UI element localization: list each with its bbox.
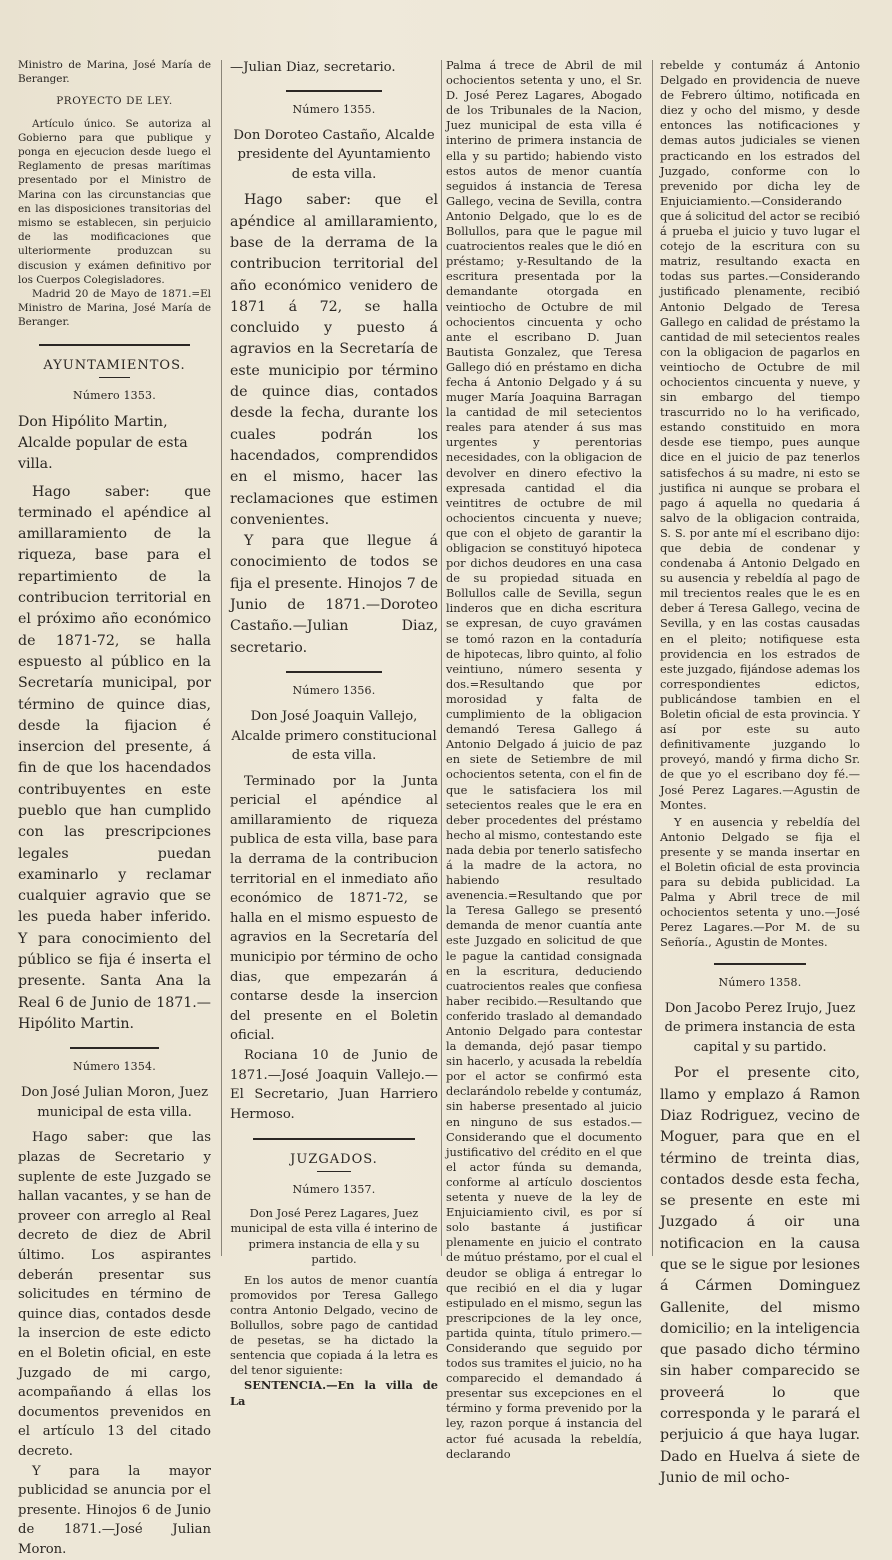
notice-body-1353: Hago saber: que terminado el apéndice al amillaramiento de la riqueza, base para el repartimiento de la contribucion territorial en el próximo año económico de 1871-72, se halla espuesto al público en la Secretaría municipal, por término de quince dias, desde la fijacion é insercion del presente, á fin de que los hacendados contribuyentes en este pueblo que han cumplido con las prescripciones legales puedan examinarlo y reclamar cualquier agravio que se les pueda haber inferido. Y para conocimiento del público se fija é inserta el presente. Santa Ana la Real 6 de Junio de 1871.—Hipólito Martin. [18, 483, 211, 1032]
notice-heading-1358: Don Jacobo Perez Irujo, Juez de primera instancia de esta capital y su partido. [664, 1000, 856, 1055]
notice-body-1354b: Y para la mayor publicidad se anuncia por el presente. Hinojos 6 de Junio de 1871.—José Julian Moron. [18, 1463, 211, 1557]
notice-rule [286, 671, 382, 673]
edict-publication: Y en ausencia y rebeldía del Antonio Delgado se fija el presente y se manda insertar en el Boletin oficial de esta provincia para su debida publicidad. La Palma y Abril trece de mil ochocientos setenta y uno.—José Perez Lagares.—Por M. de su Señoría., Agustin de Montes. [660, 814, 860, 950]
proyecto-date: Madrid 20 de Mayo de 1871.=El Ministro de Marina, José María de Beranger. [18, 288, 211, 329]
notice-body-1357: En los autos de menor cuantía promovidos por Teresa Gallego contra Antonio Delgado, vecino de Bollullos, sobre pago de cantidad de pesetas, se ha dictado la sentencia que copiada á la letra es del tenor siguiente: [230, 1272, 438, 1378]
column-4 [660, 58, 860, 1486]
secretary-signature: —Julian Diaz, secretario. [230, 60, 396, 75]
notice-number-1357: Número 1357. [292, 1183, 376, 1197]
title-dash [99, 377, 130, 378]
column-3 [446, 58, 642, 1461]
section-title-juzgados: JUZGADOS. [290, 1152, 378, 1168]
notice-number-1356: Número 1356. [292, 683, 376, 697]
column-2 [230, 58, 438, 1408]
notice-number-1358: Número 1358. [718, 975, 802, 989]
sentencia-text: Palma á trece de Abril de mil ochocientos setenta y uno, el Sr. D. José Perez Lagares, Abogado de los Tribunales de la Nacion, Juez municipal de esta villa é interino de primera instancia de ella y su partido; habiendo visto estos autos de menor cuantía seguidos á instancia de Teresa Gallego, vecina de Sevilla, contra Antonio Delgado, que lo es de Bollullos, para que le pague mil cuatrocientos reales que le dió en préstamo; y-Resultando de la escritura presentada por la demandante otorgada en veintiocho de Octubre de mil ochocientos cincuenta y ocho ante el escribano D. Juan Bautista Gonzalez, que Teresa Gallego dió en préstamo en dicha fecha á Antonio Delgado y á su muger María Joaquina Barragan la cantidad de mil setecientos reales para atender á sus mas urgentes y perentorias necesidades, con la obligacion de devolver en dinero efectivo la expresada cantidad el dia veintitres de octubre de mil ochocientos cincuenta y nueve; que con el objeto de garantir la obligacion se constituyó hipoteca por dichos deudores en una casa de su propiedad situada en Bollullos calle de Sevilla, segun linderos que en dicha escritura se expresan, de cuyo gravámen se tomó razon en la contaduría de hipotecas, libro quinto, al folio veintiuno, número sesenta y dos.=Resultando que por morosidad y falta de cumplimiento de la obligacion demandó Teresa Gallego á Antonio Delgado á juicio de paz en siete de Setiembre de mil ochocientos setenta, con el fin de que le satisfaciera los mil setecientos reales que le era en deber procedentes del préstamo hecho al mismo, contestando este nada debia por tenerlo satisfecho á la madre de la actora, no habiendo resultado avenencia.=Resultando que por la Teresa Gallego se presentó demanda de menor cuantía ante este Juzgado en solicitud de que le pague la cantidad consignada en la escritura, deduciendo cuatrocientos reales que confiesa haber recibido.—Resultando que conferido traslado al demandado Antonio Delgado para contestar la demanda, dejó pasar tiempo sin hacerlo, y acusada la rebeldía por el actor se confirmó esta declarándolo rebelde y contumáz, sin haberse presentado al juicio en ninguno de sus estados.—Considerando que el documento justificativo del crédito en el que el actor fúnda su demanda, conforme al artículo doscientos setenta y nueve de la ley de Enjuiciamiento civil, es por sí solo bastante á justificar plenamente en juicio el contrato de mútuo préstamo, por el cual el deudor se obliga á entregar lo que recibió en el dia y lugar estipulado en el mismo, segun las prescripciones de la ley once, partida quinta, título primero.—Considerando que seguido por todos sus tramites el juicio, no ha comparecido el demandado á presentar sus excepciones en el término y forma prevenido por la ley, razon porque á instancia del actor fué acusada la rebeldía, declarando [446, 58, 642, 1461]
proyecto-body: Artículo único. Se autoriza al Gobierno para que publique y ponga en ejecucion desde luego el Reglamento de presas marítimas presentado por el Ministro de Marina con las circunstancias que en las disposiciones transitorias del mismo se establecen, sin perjuicio de las modificaciones que ulteriormente produzcan su discusion y exámen definitivo por los Cuerpos Colegisladores. [18, 117, 211, 286]
notice-heading-1355: Don Doroteo Castaño, Alcalde presidente del Ayuntamiento de esta villa. [233, 127, 435, 182]
notice-body-1355a: Hago saber: que el apéndice al amillaramiento, base de la derrama de la contribucion territorial del año económico venidero de 1871 á 72, se halla concluido y puesto á agravios en la Secretaría de este municipio por término de quince dias, contados desde la fecha, durante los cuales podrán los hacendados, comprendidos en el mismo, hacer las reclamaciones que estimen convenientes. [230, 192, 438, 528]
column-1 [18, 58, 211, 1557]
notice-rule [70, 1047, 159, 1049]
notice-number-1354: Número 1354. [73, 1060, 156, 1074]
notice-heading-1354: Don José Julian Moron, Juez municipal de esta villa. [20, 1085, 209, 1120]
section-rule [253, 1138, 415, 1140]
notice-heading-1356: Don José Joaquin Vallejo, Alcalde primero constitucional de esta villa. [231, 708, 437, 764]
column-divider [221, 60, 222, 1256]
notice-rule [714, 963, 806, 965]
proyecto-title: PROYECTO DE LEY. [56, 95, 173, 108]
section-title-ayuntamientos: AYUNTAMIENTOS. [43, 357, 186, 373]
notice-body-1356b: Rociana 10 de Junio de 1871.—José Joaquin Vallejo.—El Secretario, Juan Harriero Hermoso. [230, 1048, 438, 1122]
title-dash [317, 1171, 350, 1172]
notice-number-1353: Número 1353. [73, 388, 156, 402]
notice-body-1358: Por el presente cito, llamo y emplazo á Ramon Diaz Rodriguez, vecino de Moguer, para que en el término de treinta dias, contados desde esta fecha, se presente en este mi Juzgado á oir una notificacion en la causa que se le sigue por lesiones á Cármen Dominguez Gallenite, del mismo domicilio; en la inteligencia que pasado dicho término sin haber comparecido se proveerá lo que corresponda y le parará el perjuicio á que haya lugar. Dado en Huelva á siete de Junio de mil ocho- [660, 1065, 860, 1486]
notice-body-1354a: Hago saber: que las plazas de Secretario y suplente de este Juzgado se hallan vacantes, y se han de proveer con arreglo al Real decreto de diez de Abril último. Los aspirantes deberán presentar sus solicitudes en término de quince dias, contados desde la insercion de este edicto en el Boletin oficial, en este Juzgado de mi cargo, acompañando á ellas los documentos prevenidos en el artículo 13 del citado decreto. [18, 1130, 211, 1459]
section-rule [39, 344, 190, 346]
notice-body-1356a: Terminado por la Junta pericial el apéndice al amillaramiento de riqueza publica de esta villa, base para la derrama de la contribucion territorial en el inmediato año económico de 1871-72, se halla en el mismo espuesto de agravios en la Secretaría del municipio por término de ocho dias, que empezarán á contarse desde la insercion del presente en el Boletin oficial. [230, 773, 438, 1044]
notice-heading-1357: Don José Perez Lagares, Juez municipal de esta villa é interino de primera instancia de ella y su partido. [230, 1206, 438, 1266]
column-divider [652, 60, 653, 1256]
sentencia-continuation: rebelde y contumáz á Antonio Delgado en providencia de nueve de Febrero último, notificada en diez y ocho del mismo, y desde entonces las notificaciones y demas autos judiciales se vienen practicando en los estrados del Juzgado, conforme con lo prevenido por dicha ley de Enjuiciamiento.—Considerando que á solicitud del actor se recibió á prueba el juicio y tuvo lugar el cotejo de la escritura con su matriz, resultando exacta en todas sus partes.—Considerando justificado plenamente, recibió Antonio Delgado de Teresa Gallego en calidad de préstamo la cantidad de mil setecientos reales con la obligacion de pagarlos en veintiocho de Octubre de mil ochocientos cincuenta y nueve, y sin embargo del tiempo trascurrido no lo ha verificado, estando constituido en mora desde ese tiempo, pues aunque dice en el juicio de paz tenerlos satisfechos á su madre, ni esto se justifica ni aunque se probara el pago á aquella no quedaria á salvo de la obligacion contraida, S. S. por ante mí el escribano dijo: que debia de condenar y condenaba á Antonio Delgado en su ausencia y rebeldía al pago de mil trecientos reales que le es en deber á Teresa Gallego, vecina de Sevilla, y en las costas causadas en el pleito; notifiquese esta providencia en los estrados de este juzgado, fijándose ademas los correspondientes edictos, publicándose tambien en el Boletin oficial de esta provincia. Y así por este su auto definitivamente juzgando lo proveyó, mandó y firma dicho Sr. de que yo el escribano doy fé.—José Perez Lagares.—Agustin de Montes. [660, 58, 860, 812]
notice-number-1355: Número 1355. [292, 102, 376, 116]
notice-heading-1353: Don Hipólito Martin, Alcalde popular de esta villa. [18, 413, 188, 473]
ministro-signature: Ministro de Marina, José María de Beranger. [18, 59, 211, 86]
notice-body-1355b: Y para que llegue á conocimiento de todos se fija el presente. Hinojos 7 de Junio de 1871.—Doroteo Castaño.—Julian Diaz, secretario. [230, 533, 438, 656]
notice-rule [286, 90, 382, 92]
column-divider [441, 60, 442, 1256]
sentencia-start: SENTENCIA.—En la villa de La [230, 1378, 438, 1408]
